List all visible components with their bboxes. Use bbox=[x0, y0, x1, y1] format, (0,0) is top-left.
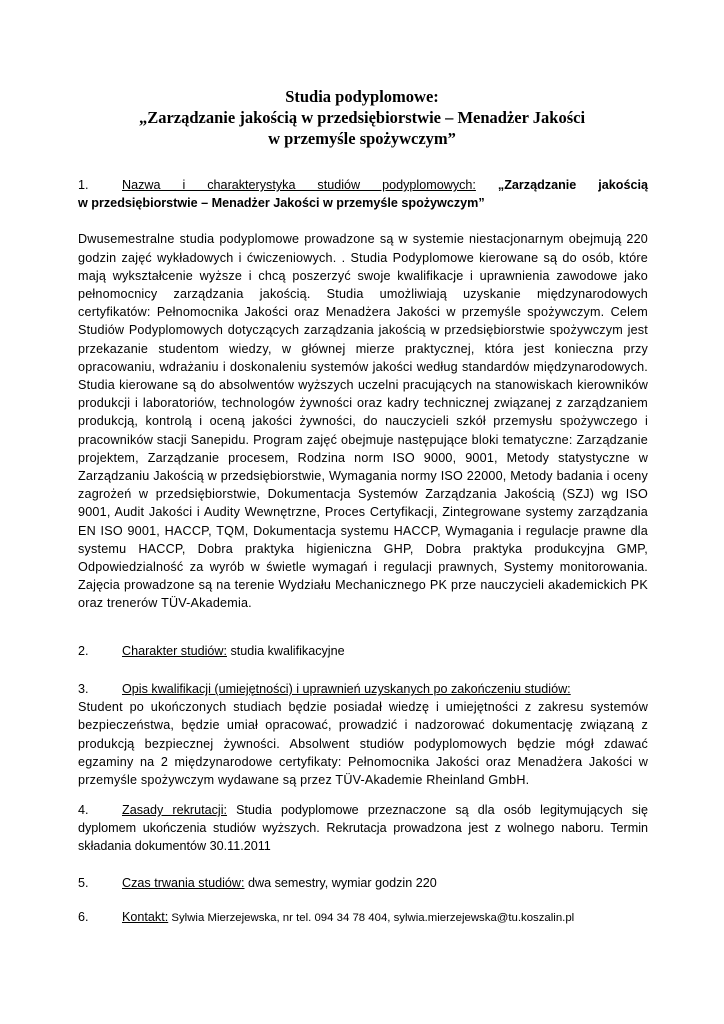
section-1-label: Nazwa i charakterystyka studiów podyplomowych: bbox=[122, 178, 476, 192]
section-5 bbox=[78, 874, 648, 892]
section-3-number: 3. bbox=[78, 682, 89, 696]
section-1-name-part2: w przedsiębiorstwie – Menadżer Jakości w przemyśle spożywczym” bbox=[78, 196, 485, 211]
section-1-heading bbox=[78, 176, 648, 194]
section-2-label: Charakter studiów: bbox=[122, 644, 227, 658]
section-6-contact: Sylwia Mierzejewska, nr tel. 094 34 78 404, sylwia.mierzejewska@tu.koszalin.pl bbox=[168, 912, 575, 924]
section-5-label: Czas trwania studiów: bbox=[122, 876, 245, 890]
section-6-label: Kontakt: bbox=[122, 910, 169, 924]
section-6 bbox=[78, 908, 648, 927]
section-2-number: 2. bbox=[78, 644, 89, 658]
title-line-3: w przemyśle spożywczym” bbox=[268, 129, 456, 148]
section-6-number: 6. bbox=[78, 910, 89, 924]
section-1 bbox=[78, 176, 648, 613]
section-3-body: Student po ukończonych studiach będzie posiadał wiedzę i umiejętności z zakresu systemów bezpieczeństwa, będzie umiał opracować, prowadzić i nadzorować dokumentację związaną z produkcją bezpiecznej żywności. Absolwent studiów podyplomowych będzie mógł zdawać egzaminy na 2 międzynarodowe certyfikaty: Pełnomocnika Jakości oraz Menadżera Jakości w przemyśle spożywczym wydawane są przez TÜV-Akademie Rheinland GmbH. bbox=[78, 700, 648, 788]
title-line-2: „Zarządzanie jakością w przedsiębiorstwie – Menadżer Jakości bbox=[138, 108, 586, 127]
section-1-number: 1. bbox=[78, 178, 89, 192]
section-4-number: 4. bbox=[78, 803, 89, 817]
section-2 bbox=[78, 642, 648, 660]
section-5-value: dwa semestry, wymiar godzin 220 bbox=[244, 876, 437, 890]
section-3 bbox=[78, 680, 648, 789]
section-4-body: Studia podyplomowe przeznaczone są dla osób legitymujących się dyplomem ukończenia studiów wyższych. Rekrutacja prowadzona jest z wolnego naboru. Termin składania dokumentów 30.11.2011 bbox=[78, 803, 648, 854]
section-3-heading bbox=[78, 680, 648, 698]
section-4 bbox=[78, 801, 648, 856]
section-2-value: studia kwalifikacyjne bbox=[227, 644, 345, 658]
section-1-description: Dwusemestralne studia podyplomowe prowadzone są w systemie niestacjonarnym obejmują 220 godzin zajęć wykładowych i ćwiczeniowych. . Studia Podyplomowe kierowane są do osób, które mają wykształcenie wyższe i chcą poszerzyć swoje kwalifikacje i uprawnienia zawodowe jako pełnomocnicy zarządzania jakością. Studia umożliwiają uzyskanie międzynarodowych certyfikatów: Pełnomocnika Jakości oraz Menadżera Jakości w przemyśle spożywczym. Celem Studiów Podyplomowych dotyczących zarządzania jakością w przedsiębiorstwie spożywczym jest przekazanie studentom wiedzy, w głównej mierze praktycznej, która jest konieczna przy opracowaniu, wdrażaniu i doskonaleniu systemów jakości według standardów międzynarodowych. Studia kierowane są do absolwentów wyższych uczelni pracujących na stanowiskach kierowników produkcji i laboratoriów, technologów żywności oraz kadry technicznej związanej z zarządzaniem produkcją, kontrolą i oceną jakości żywności, do nauczycieli szkół przemysłu spożywczego i pracowników stacji Sanepidu. Program zajęć obejmuje następujące bloki tematyczne: Zarządzanie projektem, Zarządzanie procesem, Rodzina norm ISO 9000, 9001, Metody statystyczne w Zarządzaniu Jakością w przedsiębiorstwie, Wymagania normy ISO 22000, Metody badania i oceny zagrożeń w przedsiębiorstwie, Dokumentacja Systemów Zarządzania Jakością (SZJ) wg ISO 9001, Audit Jakości i Audity Wewnętrzne, Proces Certyfikacji, Zintegrowane systemy zarządzania EN ISO 9001, HACCP, TQM, Dokumentacja systemu HACCP, Wymagania i regulacje prawne dla systemu HACCP, Dobra praktyka higieniczna GHP, Dobra praktyka produkcyjna GMP, Odpowiedzialność za wyrób w świetle wymagań i regulacji prawnych, Systemy monitorowania. Zajęcia prowadzone są na terenie Wydziału Mechanicznego PK prze nauczycieli akademickich PK oraz trenerów TÜV-Akademia. bbox=[78, 232, 648, 611]
section-4-label: Zasady rekrutacji: bbox=[122, 803, 228, 817]
section-3-label: Opis kwalifikacji (umiejętności) i uprawnień uzyskanych po zakończeniu studiów: bbox=[122, 682, 571, 696]
section-5-number: 5. bbox=[78, 876, 89, 890]
title-line-1: Studia podyplomowe: bbox=[285, 87, 439, 106]
section-1-name-part1: „Zarządzanie jakością bbox=[497, 178, 648, 192]
page-title bbox=[60, 86, 664, 149]
